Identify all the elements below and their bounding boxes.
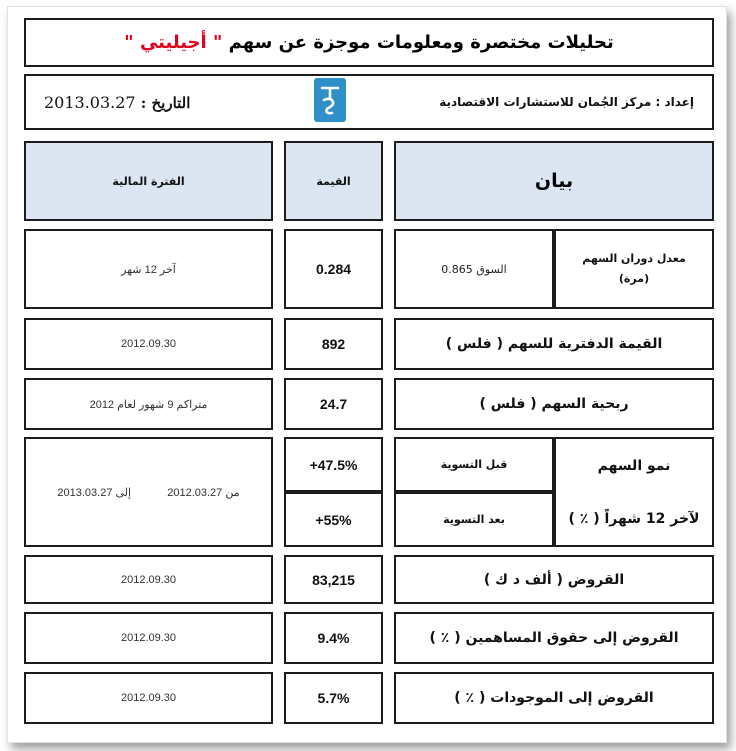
company-name: " أجيليتي " [124,32,223,53]
col-header-statement: بيان [394,141,714,221]
growth-period-text: من 2012.03.27 إلى 2013.03.27 [57,486,240,499]
date-value: 2013.03.27 [44,92,136,112]
loans-to-assets-period: 2012.09.30 [24,672,273,724]
loans-to-equity-period: 2012.09.30 [24,612,273,664]
growth-label: نمو السهم لآخر 12 شهراً ( ٪ ) [554,437,714,547]
report-date [44,93,190,112]
growth-after-value: +55% [284,492,383,547]
growth-before-value: +47.5% [284,437,383,492]
growth-period [24,437,273,547]
loans-period: 2012.09.30 [24,555,273,604]
col-header-value: القيمة [284,141,383,221]
turnover-market: السوق 0.865 [394,229,554,309]
eps-value: 24.7 [284,378,383,430]
turnover-period: آخر 12 شهر [24,229,273,309]
info-box [24,74,714,130]
jumanah-logo-icon [314,78,346,122]
prepared-by: إعداد : مركز الجُمان للاستشارات الاقتصادية [439,95,694,109]
page-title [124,32,613,53]
turnover-value: 0.284 [284,229,383,309]
loans-to-equity-label: القروض إلى حقوق المساهمين ( ٪ ) [394,612,714,664]
eps-period: متراكم 9 شهور لعام 2012 [24,378,273,430]
title-box [24,18,714,67]
loans-to-equity-value: 9.4% [284,612,383,664]
loans-value: 83,215 [284,555,383,604]
turnover-label: معدل دوران السهم (مرة) [554,229,714,309]
col-header-period: الفترة المالية [24,141,273,221]
loans-to-assets-value: 5.7% [284,672,383,724]
book-value-period: 2012.09.30 [24,318,273,370]
eps-label: ربحية السهم ( فلس ) [394,378,714,430]
date-label: التاريخ : [140,93,191,112]
book-value-label: القيمة الدفترية للسهم ( فلس ) [394,318,714,370]
title-main: تحليلات مختصرة ومعلومات موجزة عن سهم [228,32,614,53]
loans-to-assets-label: القروض إلى الموجودات ( ٪ ) [394,672,714,724]
growth-before-label: قبل التسوية [394,437,554,492]
book-value-value: 892 [284,318,383,370]
loans-label: القروض ( ألف د ك ) [394,555,714,604]
growth-after-label: بعد التسوية [394,492,554,547]
